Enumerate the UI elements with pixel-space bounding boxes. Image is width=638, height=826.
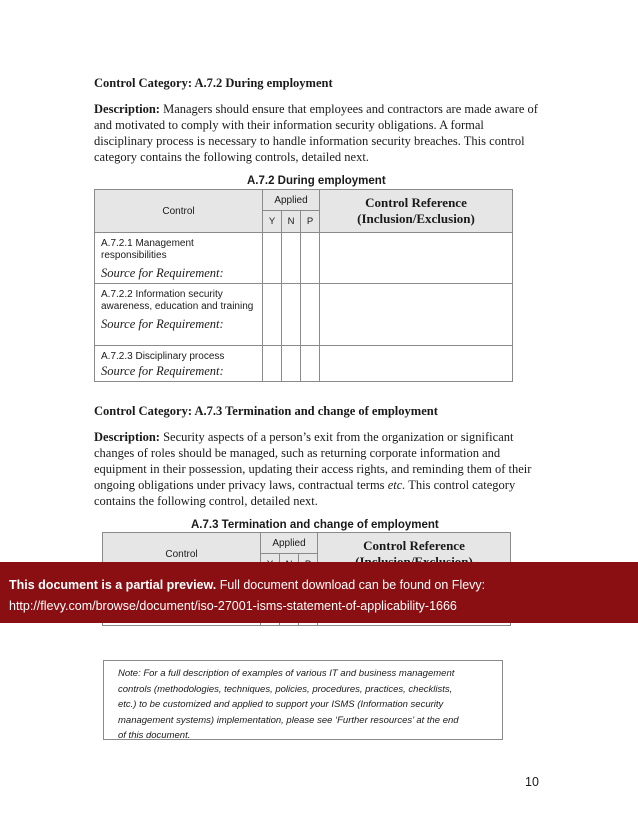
table-caption-a73: A.7.3 Termination and change of employment	[191, 519, 439, 531]
table-row	[95, 346, 513, 382]
banner-text: Full document download can be found on Flevy:	[216, 578, 486, 592]
note-line: Note: For a full description of examples of various IT and business management	[118, 668, 455, 679]
note-line: of this document.	[118, 730, 191, 741]
control-reference-cell[interactable]	[320, 233, 513, 284]
section-description-a73	[94, 429, 554, 509]
page-number: 10	[525, 775, 539, 789]
control-title: A.7.2.2 Information security awareness, education and training	[101, 289, 254, 312]
ref-header-line1: Control Reference	[365, 195, 467, 210]
section-heading-a73: Control Category: A.7.3 Termination and change of employment	[94, 404, 438, 418]
description-text: and motivated to comply with their information security obligations. A formal	[94, 118, 484, 132]
applied-p-cell[interactable]	[301, 233, 320, 284]
controls-table-a72	[94, 189, 513, 382]
applied-p-cell[interactable]	[301, 284, 320, 346]
control-cell	[95, 284, 263, 346]
note-line: controls (methodologies, techniques, policies, procedures, practices, checklists,	[118, 683, 453, 695]
preview-banner	[0, 562, 638, 623]
description-text: equipment in their possession, updating their access rights, and reminding them of their	[94, 462, 532, 476]
column-header-control-reference	[320, 190, 513, 233]
section-description-a72	[94, 101, 554, 165]
ref-header-line1: Control Reference	[363, 538, 465, 553]
banner-bold-text: This document is a partial preview.	[9, 578, 217, 592]
applied-n-cell[interactable]	[282, 233, 301, 284]
table-caption-a72: A.7.2 During employment	[247, 175, 386, 187]
ref-header-line2: (Inclusion/Exclusion)	[357, 211, 475, 226]
applied-n-cell[interactable]	[282, 284, 301, 346]
note-line: management systems) implementation, please see ‘Further resources’ at the end	[118, 714, 459, 726]
description-text: changes of roles should be managed, such as returning corporate information and	[94, 446, 501, 460]
column-header-control: Control	[95, 190, 263, 233]
description-italic: etc.	[387, 478, 406, 492]
source-for-requirement: Source for Requirement:	[101, 364, 224, 378]
column-header-control: Control	[103, 533, 261, 576]
description-text: contains the following control, detailed next.	[94, 494, 318, 508]
applied-y-cell[interactable]	[263, 233, 282, 284]
applied-n-cell[interactable]	[282, 346, 301, 382]
column-header-y: Y	[263, 211, 282, 233]
control-title: A.7.2.1 Management responsibilities	[101, 238, 194, 261]
note-box	[103, 660, 503, 740]
column-header-applied: Applied	[263, 190, 320, 211]
note-line: etc.) to be customized and applied to support your ISMS (Information security	[118, 699, 444, 710]
section-heading-a72: Control Category: A.7.2 During employment	[94, 76, 333, 90]
control-reference-cell[interactable]	[320, 346, 513, 382]
source-for-requirement: Source for Requirement:	[101, 317, 224, 331]
description-text: This control category	[405, 478, 516, 492]
description-text: disciplinary process is necessary to handle information security breaches. This control	[94, 134, 525, 148]
applied-p-cell[interactable]	[301, 346, 320, 382]
description-label: Description:	[94, 102, 160, 116]
description-text: category contains the following controls, detailed next.	[94, 150, 369, 164]
control-reference-cell[interactable]	[320, 284, 513, 346]
source-for-requirement: Source for Requirement:	[101, 266, 224, 280]
control-cell	[95, 346, 263, 382]
description-label: Description:	[94, 430, 160, 444]
table-row	[95, 284, 513, 346]
column-header-p: P	[301, 211, 320, 233]
banner-message	[9, 578, 485, 592]
control-cell	[95, 233, 263, 284]
description-text: Managers should ensure that employees and contractors are made aware of	[159, 102, 538, 116]
applied-y-cell[interactable]	[263, 346, 282, 382]
banner-link[interactable]: http://flevy.com/browse/document/iso-27001-isms-statement-of-applicability-1666	[9, 599, 457, 613]
column-header-n: N	[282, 211, 301, 233]
applied-y-cell[interactable]	[263, 284, 282, 346]
table-row	[95, 233, 513, 284]
control-title: A.7.2.3 Disciplinary process	[101, 351, 225, 362]
description-text: ongoing obligations under privacy laws, contractual terms	[94, 478, 388, 492]
description-text: Security aspects of a person’s exit from the organization or significant	[159, 430, 514, 444]
column-header-applied: Applied	[261, 533, 318, 554]
